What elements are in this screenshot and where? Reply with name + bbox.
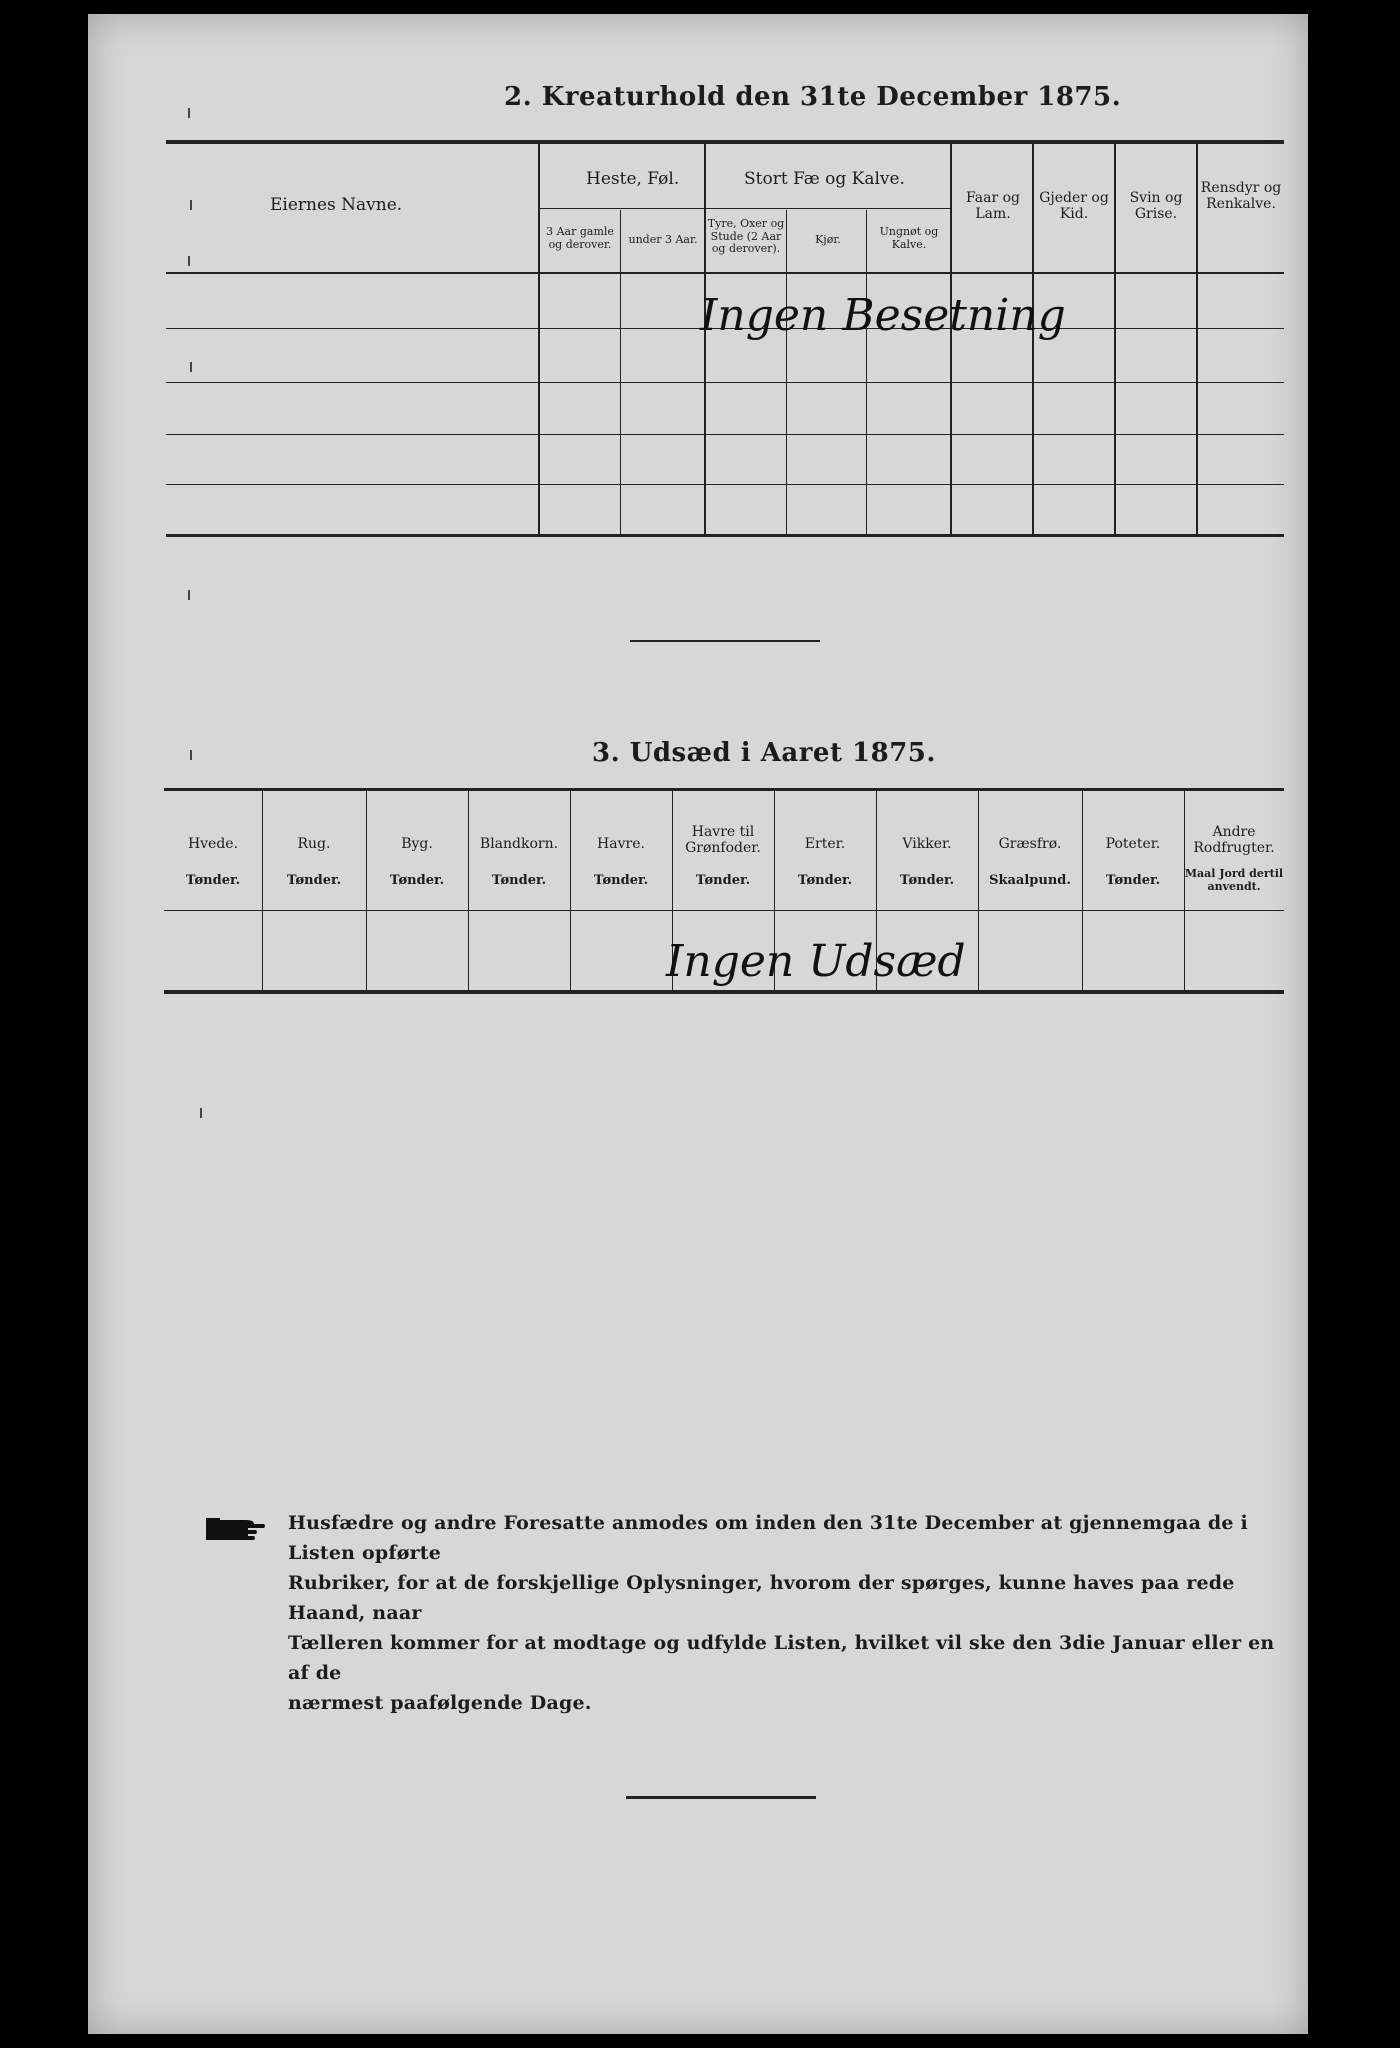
- s2-row-rule: [166, 382, 1284, 383]
- stortfae-tyre-header: Tyre, Oxer og Stude (2 Aar og derover).: [707, 217, 785, 256]
- owner-names-header: Eiernes Navne.: [270, 195, 403, 215]
- margin-mark: [188, 108, 190, 118]
- s3-col-unit: Maal Jord dertil anvendt.: [1184, 867, 1284, 893]
- notice-line: Tælleren kommer for at modtage og udfylde Listen, hvilket vil ske den 3die Januar eller en af de: [288, 1632, 1275, 1684]
- s3-top-rule: [164, 788, 1284, 791]
- s2-header-rule: [166, 272, 1284, 274]
- s3-col-rule: [978, 791, 979, 992]
- section3-handwritten-entry: Ingen Udsæd: [666, 936, 966, 987]
- s3-col-label: Erter.: [804, 836, 846, 852]
- rensdyr-header: Rensdyr og Renkalve.: [1200, 180, 1282, 213]
- s3-col-unit: Tønder.: [695, 873, 751, 888]
- s3-header-rule: [164, 910, 1284, 911]
- stortfae-ungnot-header: Ungnøt og Kalve.: [879, 225, 939, 251]
- s3-col-label: Andre Rodfrugter.: [1193, 824, 1275, 857]
- census-form-page: [88, 14, 1308, 2034]
- s3-col-unit: Tønder.: [389, 873, 445, 888]
- s3-col-label: Rug.: [297, 836, 331, 852]
- s3-col-unit: Tønder.: [286, 873, 342, 888]
- s3-col-label: Vikker.: [902, 836, 952, 852]
- margin-mark: [200, 1108, 202, 1118]
- s2-group-rule: [540, 208, 950, 209]
- s2-col-rule: [538, 144, 540, 536]
- margin-mark: [188, 590, 190, 600]
- s3-col-rule: [570, 791, 571, 992]
- s2-col-rule: [786, 210, 787, 536]
- gjeder-header: Gjeder og Kid.: [1039, 190, 1109, 223]
- notice-text: [288, 1508, 1288, 1718]
- s3-col-label: Hvede.: [187, 836, 239, 852]
- svin-header: Svin og Grise.: [1129, 190, 1183, 223]
- notice-line: nærmest paafølgende Dage.: [288, 1692, 592, 1714]
- heste-3aar-header: 3 Aar gamle og derover.: [546, 225, 614, 251]
- section2-title: 2. Kreaturhold den 31te December 1875.: [504, 82, 1122, 112]
- margin-mark: [190, 200, 192, 210]
- s3-col-unit: Tønder.: [185, 873, 241, 888]
- bottom-separator: [626, 1796, 816, 1799]
- s3-col-unit: Tønder.: [491, 873, 547, 888]
- s3-col-rule: [1082, 791, 1083, 992]
- section2-handwritten-entry: Ingen Besetning: [700, 290, 1066, 341]
- section3-title: 3. Udsæd i Aaret 1875.: [592, 738, 936, 768]
- s2-row-rule: [166, 484, 1284, 485]
- margin-mark: [190, 362, 192, 372]
- margin-mark: [190, 750, 192, 760]
- stortfae-kjor-header: Kjør.: [815, 233, 841, 246]
- s3-col-rule: [468, 791, 469, 992]
- s2-col-rule: [620, 210, 621, 536]
- s3-col-rule: [262, 791, 263, 992]
- s2-row-rule: [166, 434, 1284, 435]
- faar-header: Faar og Lam.: [966, 190, 1020, 223]
- s3-col-unit: Tønder.: [797, 873, 853, 888]
- s3-col-label: Havre til Grønfoder.: [685, 824, 761, 857]
- s3-col-unit: Skaalpund.: [989, 873, 1071, 888]
- heste-header: Heste, Føl.: [586, 169, 680, 189]
- s2-col-rule: [866, 210, 867, 536]
- s3-col-label: Byg.: [401, 836, 433, 852]
- s3-col-label: Græsfrø.: [998, 836, 1062, 852]
- s3-bottom-rule: [164, 990, 1284, 994]
- notice-line: Rubriker, for at de forskjellige Oplysninger, hvorom der spørges, kunne haves paa rede Haand, naar: [288, 1572, 1235, 1624]
- s3-col-unit: Tønder.: [593, 873, 649, 888]
- margin-mark: [188, 256, 190, 266]
- s3-col-rule: [366, 791, 367, 992]
- s3-col-unit: Tønder.: [1105, 873, 1161, 888]
- s3-col-unit: Tønder.: [899, 873, 955, 888]
- pointing-hand-icon: [206, 1514, 266, 1544]
- s3-col-label: Poteter.: [1105, 836, 1161, 852]
- heste-under3-header: under 3 Aar.: [628, 233, 698, 246]
- s2-bottom-rule: [166, 534, 1284, 537]
- s2-top-rule: [166, 140, 1284, 144]
- stortfae-header: Stort Fæ og Kalve.: [744, 169, 905, 189]
- s3-col-label: Blandkorn.: [479, 836, 559, 852]
- notice-line: Husfædre og andre Foresatte anmodes om inden den 31te December at gjennemgaa de i Listen opførte: [288, 1512, 1248, 1564]
- section-separator: [630, 640, 820, 642]
- s3-col-label: Havre.: [597, 836, 645, 852]
